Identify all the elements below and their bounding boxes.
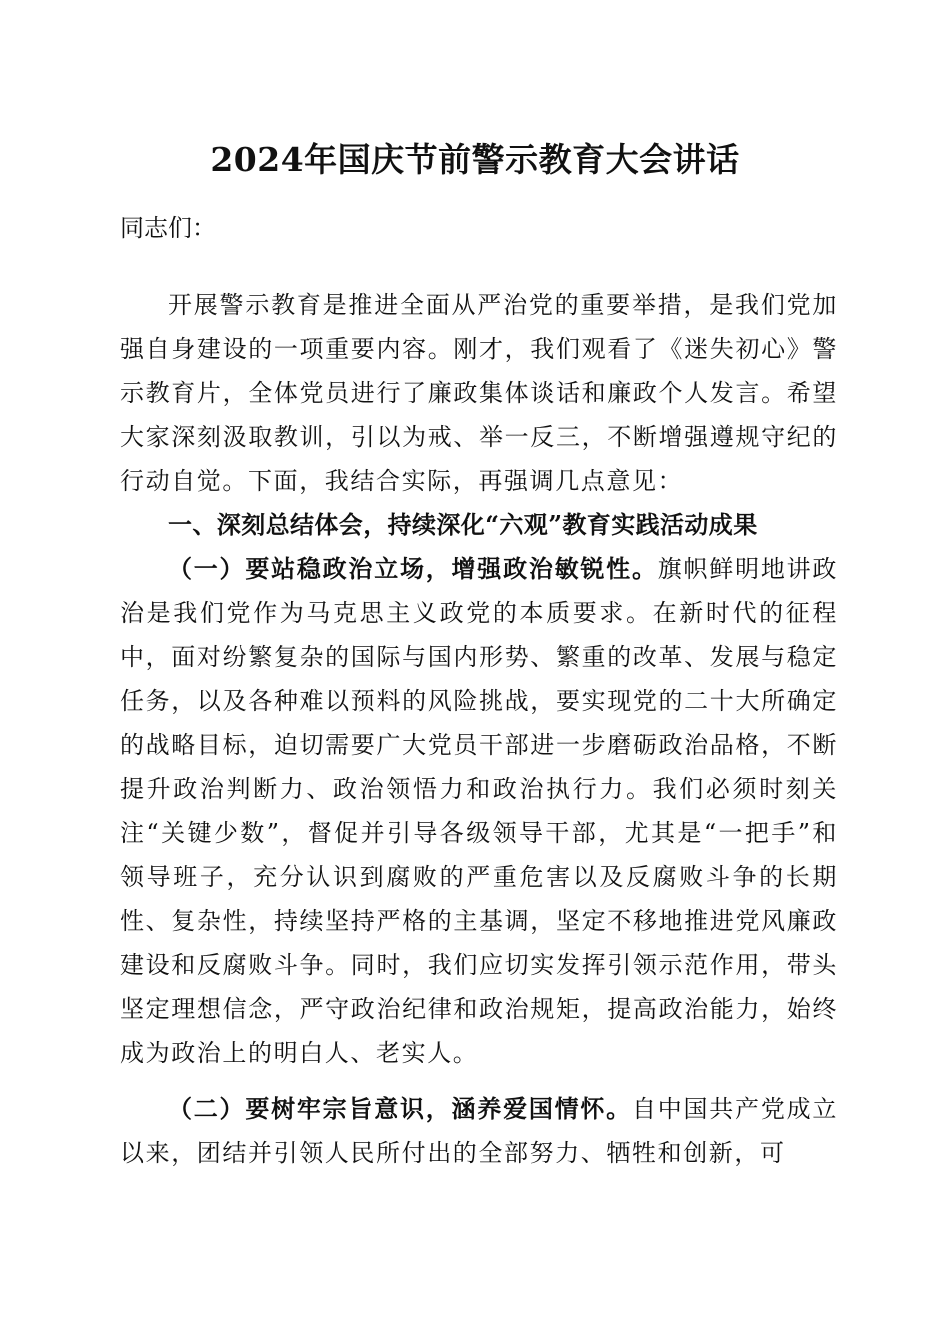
paragraph-item-1 — [120, 547, 838, 1075]
salutation: 同志们： — [120, 214, 216, 242]
item-2-lead: （二）要树牢宗旨意识，涵养爱国情怀。 — [168, 1094, 632, 1123]
section-heading-1: 一、深刻总结体会，持续深化“六观”教育实践活动成果 — [168, 510, 758, 539]
document-title: 2024年国庆节前警示教育大会讲话 — [210, 140, 740, 179]
intro-paragraph: 开展警示教育是推进全面从严治党的重要举措，是我们党加强自身建设的一项重要内容。刚才，我们观看了《迷失初心》警示教育片，全体党员进行了廉政集体谈话和廉政个人发言。希望大家深刻汲取教训，引以为戒、举一反三，不断增强遵规守纪的行动自觉。下面，我结合实际，再强调几点意见： — [120, 291, 838, 495]
document-body — [120, 204, 838, 1175]
item-1-body: 旗帜鲜明地讲政治是我们党作为马克思主义政党的本质要求。在新时代的征程中，面对纷繁复杂的国际与国内形势、繁重的改革、发展与稳定任务，以及各种难以预料的风险挑战，要实现党的二十大所确定的战略目标，迫切需要广大党员干部进一步磨砺政治品格，不断提升政治判断力、政治领悟力和政治执行力。我们必须时刻关注“关键少数”，督促并引导各级领导干部，尤其是“一把手”和领导班子，充分认识到腐败的严重危害以及反腐败斗争的长期性、复杂性，持续坚持严格的主基调，坚定不移地推进党风廉政建设和反腐败斗争。同时，我们应切实发挥引领示范作用，带头坚定理想信念，严守政治纪律和政治规矩，提高政治能力，始终成为政治上的明白人、老实人。 — [120, 555, 839, 1067]
paragraph-item-2 — [120, 1087, 838, 1175]
item-2-body: 自中国共产党成立以来，团结并引领人民所付出的全部努力、牺牲和创新，可 — [120, 1095, 838, 1167]
item-1-lead: （一）要站稳政治立场，增强政治敏锐性。 — [168, 554, 658, 583]
